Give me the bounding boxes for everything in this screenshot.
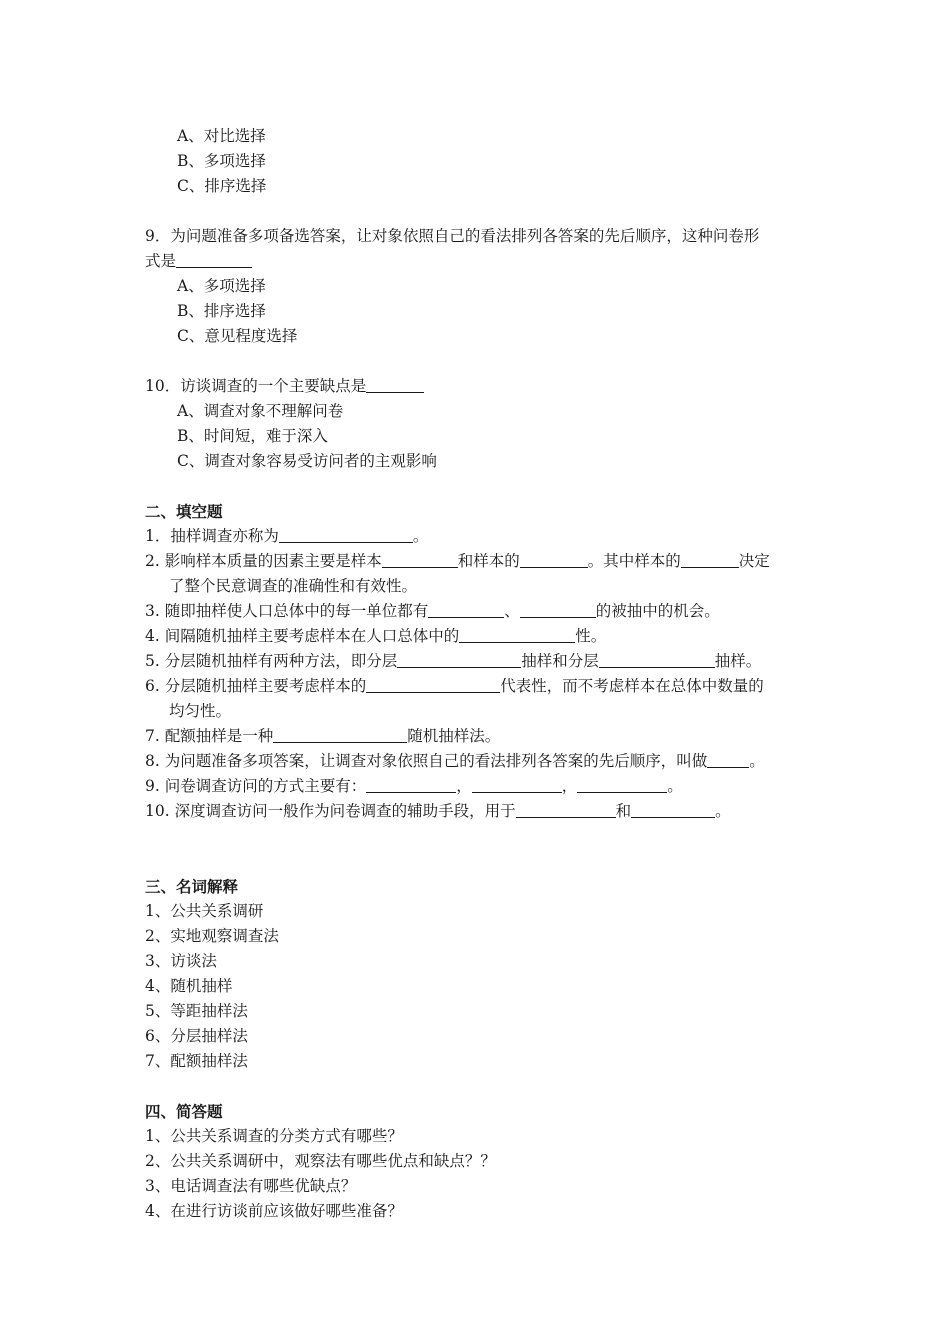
section-heading-terms: 三、名词解释 (145, 877, 239, 896)
answer-blank (459, 626, 575, 643)
q9-option-a: A、多项选择 (177, 277, 266, 295)
q9-option-b: B、排序选择 (177, 302, 266, 320)
answer-blank (273, 726, 407, 743)
term-item: 6、分层抽样法 (145, 1027, 248, 1045)
answer-blank (366, 776, 456, 793)
answer-blank (366, 376, 424, 393)
section-heading-fill-in: 二、填空题 (145, 502, 223, 521)
q10-option-c: C、调查对象容易受访问者的主观影响 (177, 452, 437, 470)
fill-item-2-cont: 了整个民意调查的准确性和有效性。 (169, 577, 418, 595)
q8-option-b: B、多项选择 (177, 152, 266, 170)
answer-blank (472, 776, 562, 793)
answer-blank (516, 801, 616, 818)
answer-blank (176, 251, 252, 268)
answer-blank (382, 551, 458, 568)
q10-text: 10．访谈调查的一个主要缺点是 (145, 374, 815, 399)
fill-item-5: 5. 分层随机抽样有两种方法，即分层 抽样和分层 抽样。 (145, 652, 762, 670)
fill-item-1: 1．抽样调查亦称为 。 (145, 527, 429, 545)
question-item: 2、公共关系调研中，观察法有哪些优点和缺点？？ (145, 1152, 496, 1170)
fill-item-9: 9. 问卷调查访问的方式主要有： ， ， 。 (145, 777, 683, 795)
answer-blank (366, 676, 500, 693)
question-item: 3、电话调查法有哪些优缺点？ (145, 1177, 357, 1195)
answer-blank (397, 651, 521, 668)
fill-item-10: 10. 深度调查访问一般作为问卷调查的辅助手段，用于 和 。 (145, 802, 731, 820)
answer-blank (520, 551, 588, 568)
answer-blank (631, 801, 715, 818)
answer-blank (681, 551, 739, 568)
answer-blank (428, 601, 504, 618)
answer-blank (707, 751, 749, 768)
q9-text: 9．为问题准备多项备选答案，让对象依照自己的看法排列各答案的先后顺序，这种问卷形 (145, 227, 760, 245)
term-item: 4、随机抽样 (145, 977, 233, 995)
fill-item-3: 3. 随即抽样使人口总体中的每一单位都有 、 的被抽中的机会。 (145, 602, 720, 620)
answer-blank (279, 526, 413, 543)
document-page (145, 124, 815, 1224)
fill-item-4: 4. 间隔随机抽样主要考虑样本在人口总体中的 性。 (145, 627, 607, 645)
q9-text-cont: 式是 (145, 249, 815, 274)
answer-blank (577, 776, 667, 793)
section-heading-short-answer: 四、简答题 (145, 1102, 223, 1121)
fill-item-6-cont: 均匀性。 (169, 702, 232, 720)
term-item: 1、公共关系调研 (145, 902, 264, 920)
q10-option-b: B、时间短，难于深入 (177, 427, 328, 445)
question-item: 4、在进行访谈前应该做好哪些准备？ (145, 1202, 403, 1220)
fill-item-8: 8. 为问题准备多项答案，让调查对象依照自己的看法排列各答案的先后顺序，叫做 。 (145, 752, 765, 770)
fill-item-6: 6. 分层随机抽样主要考虑样本的 代表性，而不考虑样本在总体中数量的 (145, 677, 764, 695)
fill-item-7: 7. 配额抽样是一种 随机抽样法。 (145, 727, 501, 745)
q9-option-c: C、意见程度选择 (177, 327, 298, 345)
answer-blank (599, 651, 715, 668)
question-item: 1、公共关系调查的分类方式有哪些？ (145, 1127, 403, 1145)
term-item: 7、配额抽样法 (145, 1052, 248, 1070)
term-item: 3、访谈法 (145, 952, 217, 970)
answer-blank (520, 601, 596, 618)
q8-option-a: A、对比选择 (177, 127, 266, 145)
term-item: 5、等距抽样法 (145, 1002, 248, 1020)
term-item: 2、实地观察调查法 (145, 927, 279, 945)
q10-option-a: A、调查对象不理解问卷 (177, 402, 344, 420)
q8-option-c: C、排序选择 (177, 177, 267, 195)
fill-item-2: 2. 影响样本质量的因素主要是样本 和样本的 。其中样本的 决定 (145, 552, 770, 570)
